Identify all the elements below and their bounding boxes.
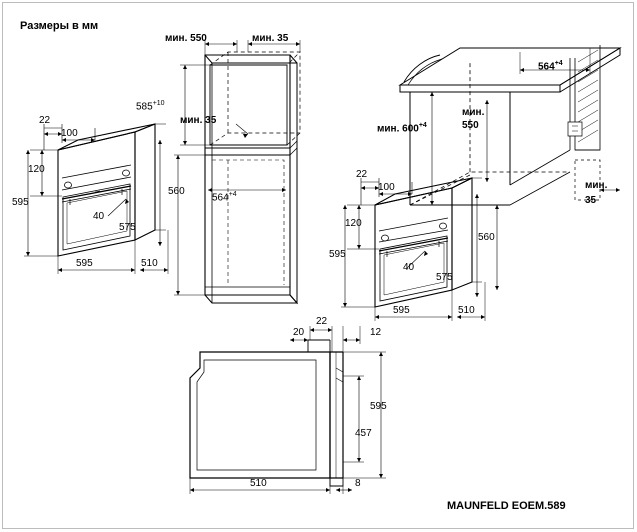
model-label: MAUNFELD EOEM.589 xyxy=(447,500,566,512)
dim-22-front-right: 22 xyxy=(356,169,368,180)
side-section-view xyxy=(190,326,386,494)
page-title: Размеры в мм xyxy=(20,20,99,32)
dim-22-front-left: 22 xyxy=(39,115,51,126)
dim-575-front-left: 575 xyxy=(119,222,136,233)
dim-20-side: 20 xyxy=(293,327,305,338)
dim-585-niche: $585^{+10}$ xyxy=(136,100,165,113)
dim-min-550-undercounter-value: 550 xyxy=(462,120,479,131)
dim-100-front-left: 100 xyxy=(61,128,78,139)
dim-595-bottom-left: 595 xyxy=(76,258,93,269)
dim-12-side: 12 xyxy=(370,327,382,338)
dim-510-side: 510 xyxy=(250,478,267,489)
dim-min-35-undercounter-value: 35 xyxy=(585,195,597,206)
dim-min-550-niche: мин. 550 xyxy=(165,33,207,44)
dim-595-bottom-right: 595 xyxy=(393,305,410,316)
dim-min-35-undercounter-label: мин. xyxy=(585,180,608,191)
dim-510-bottom-left: 510 xyxy=(141,258,158,269)
dim-564-undercounter: $564^{+4}$ xyxy=(538,60,563,73)
dim-120-front-right: 120 xyxy=(345,218,362,229)
dim-510-bottom-right: 510 xyxy=(458,305,475,316)
dim-min-600-undercounter: мин. $600^{+4}$ xyxy=(377,122,427,135)
oven-front-left-view xyxy=(24,124,168,274)
dim-560-front-right: 560 xyxy=(478,232,495,243)
dim-595-side: 595 xyxy=(370,401,387,412)
dim-min-35-mid-niche: мин. 35 xyxy=(180,115,217,126)
dim-595-left-vertical: 595 xyxy=(12,197,29,208)
tall-cabinet-niche-view xyxy=(174,40,300,303)
oven-front-right-view xyxy=(341,178,499,321)
dim-595-right-vertical: 595 xyxy=(329,249,346,260)
dim-40-front-left: 40 xyxy=(93,211,105,222)
dim-457-side: 457 xyxy=(355,428,372,439)
dim-120-front-left: 120 xyxy=(28,164,45,175)
dim-22-side: 22 xyxy=(316,316,328,327)
dim-min-550-undercounter-label: мин. xyxy=(462,107,485,118)
dim-100-front-right: 100 xyxy=(378,182,395,193)
dim-564-niche: $564^{+4}$ xyxy=(212,191,237,204)
dim-40-front-right: 40 xyxy=(403,262,415,273)
dim-min-35-top-niche: мин. 35 xyxy=(252,33,289,44)
dim-575-front-right: 575 xyxy=(436,272,453,283)
dim-8-side: 8 xyxy=(355,478,361,489)
dim-560-niche: 560 xyxy=(168,186,185,197)
